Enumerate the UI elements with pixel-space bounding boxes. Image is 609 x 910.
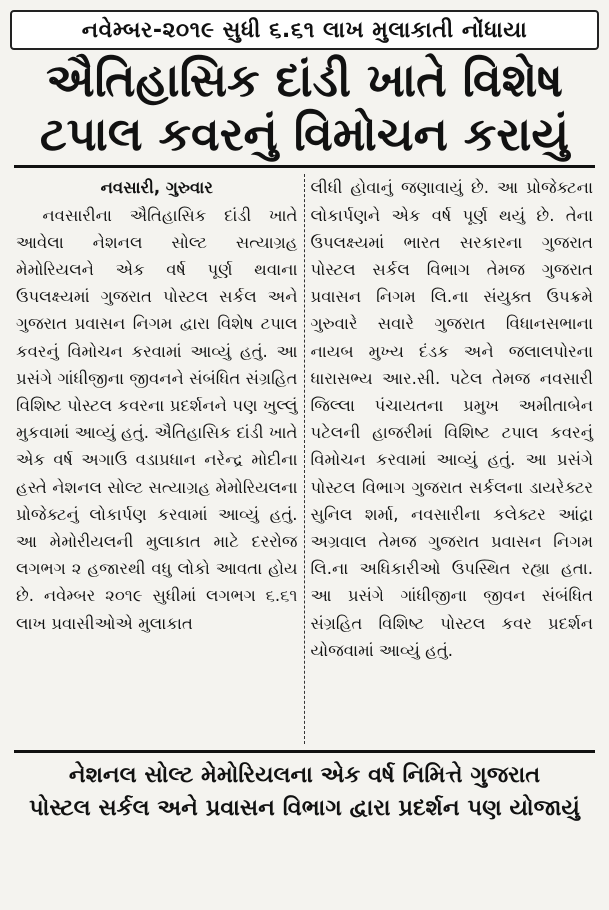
headline-line-1: ઐતિહાસિક દાંડી ખાતે વિશેષ xyxy=(46,53,563,107)
headline-divider xyxy=(14,165,595,168)
subhead-divider xyxy=(14,750,595,753)
article-body xyxy=(10,174,599,744)
subheadline-line-2: પોસ્ટલ સર્કલ અને પ્રવાસન વિભાગ દ્વારા પ્રદર્શન પણ યોજાયું xyxy=(29,795,580,822)
subheadline xyxy=(10,759,599,825)
subheadline-line-1: નેશનલ સોલ્ટ મેમોરિયલના એક વર્ષ નિમિત્તે ગુજરાત xyxy=(68,762,541,789)
article-column-right xyxy=(305,174,600,744)
article-paragraph-right: લીધી હોવાનું જણાવાયું છે. આ પ્રોજેક્ટના લોકાર્પણને એક વર્ષ પૂર્ણ થયું છે. તેના ઉપલક્ષ્યમાં ભારત સરકારના ગુજરાત પોસ્ટલ સર્કલ વિભાગ તેમજ ગુજરાત પ્રવાસન નિગમ લિ.ના સંયુક્ત ઉપક્રમે ગુરુવારે સવારે ગુજરાત વિધાનસભાના નાયબ મુખ્ય દંડક અને જલાલપોરના ધારાસભ્ય આર.સી. પટેલ તેમજ નવસારી જિલ્લા પંચાયતના પ્રમુખ અમીતાબેન પટેલની હાજરીમાં વિશિષ્ટ ટપાલ કવરનું વિમોચન કરવામાં આવ્યું હતું. આ પ્રસંગે પોસ્ટલ વિભાગ ગુજરાત સર્કલના ડાયરેક્ટર સુનિલ શર્મા, નવસારીના કલેક્ટર આંદ્રા અગ્રવાલ તેમજ ગુજરાત પ્રવાસન નિગમ લિ.ના અધિકારીઓ ઉપસ્થિત રહ્યા હતા. આ પ્રસંગે ગાંધીજીના જીવન સંબંધિત સંગ્રહિત વિશિષ્ટ પોસ્ટલ કવર પ્રદર્શન યોજવામાં આવ્યું હતું. xyxy=(310,178,593,660)
article-column-left xyxy=(10,174,305,744)
article-paragraph-left: નવસારીના ઐતિહાસિક દાંડી ખાતે આવેલા નેશનલ સોલ્ટ સત્યાગ્રહ મેમોરિયલને એક વર્ષ પૂર્ણ થવાના ઉપલક્ષ્યમાં ગુજરાત પોસ્ટલ સર્કલ અને ગુજરાત પ્રવાસન નિગમ દ્વારા વિશેષ ટપાલ કવરનું વિમોચન કરવામાં આવ્યું હતું. આ પ્રસંગે ગાંધીજીના જીવનને સંબંધિત સંગ્રહિત વિશિષ્ટ પોસ્ટલ કવરના પ્રદર્શનને પણ ખુલ્લું મુકવામાં આવ્યું હતું. ઐતિહાસિક દાંડી ખાતે એક વર્ષ અગાઉ વડાપ્રધાન નરેન્દ્ર મોદીના હસ્તે નેશનલ સોલ્ટ સત્યાગ્રહ મેમોરિયલના પ્રોજેક્ટનું લોકાર્પણ કરવામાં આવ્યું હતું. આ મેમોરીયલની મુલાકાત માટે દરરોજ લગભગ ૨ હજારથી વધુ લોકો આવતા હોય છે. નવેમ્બર ૨૦૧૯ સુધીમાં લગભગ ૬.૬૧ લાખ પ્રવાસીઓએ મુલાકાત xyxy=(16,205,298,633)
kicker-banner: નવેમ્બર-૨૦૧૯ સુધી ૬.૬૧ લાખ મુલાકાતી નોંધાયા xyxy=(10,10,599,50)
dateline: નવસારી, ગુરુવાર xyxy=(100,178,213,198)
headline-line-2: ટપાલ કવરનું વિમોચન કરાયું xyxy=(39,106,570,161)
news-clipping xyxy=(10,10,599,890)
headline xyxy=(10,53,599,161)
